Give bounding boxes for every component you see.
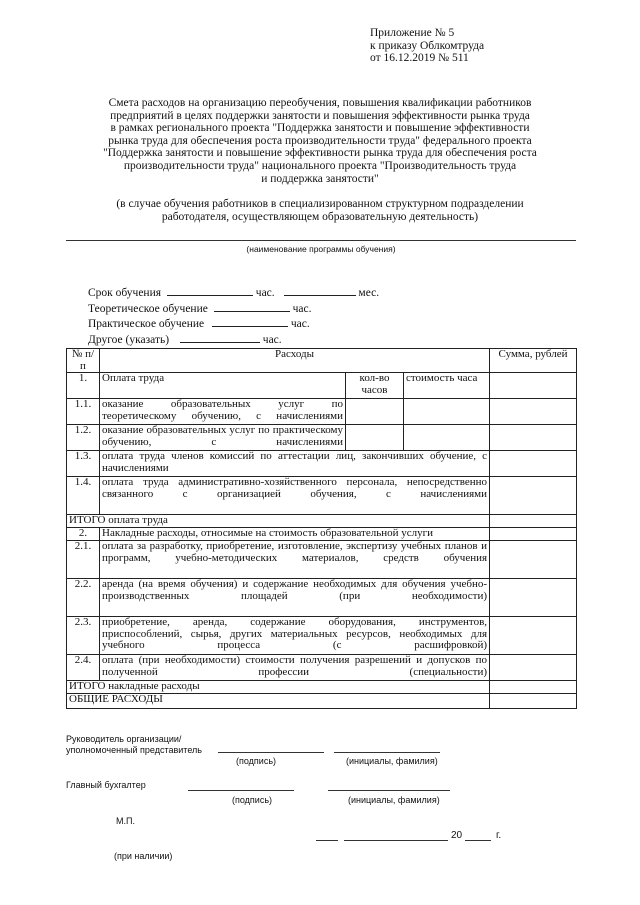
row-num: 1.4. <box>67 477 100 515</box>
initials-caption: (инициалы, фамилия) <box>348 795 440 805</box>
title-line: предприятий в целях поддержки занятости и повышения эффективности рынка труда <box>110 109 530 122</box>
row-text: Накладные расходы, относимые на стоимость образовательной услуги <box>100 528 490 541</box>
table-total-row <box>67 681 577 694</box>
header-sum: Сумма, рублей <box>490 349 577 373</box>
row-text: ОБЩИЕ РАСХОДЫ <box>67 694 490 709</box>
title-line: "Поддержка занятости и повышение эффективности рынка труда для обеспечения роста <box>103 147 537 160</box>
head-signature-field[interactable] <box>218 752 324 753</box>
annex-order: к приказу Облкомтруда <box>370 39 485 52</box>
signature-caption: (подпись) <box>236 756 277 766</box>
row-text: оплата (при необходимости) стоимости получения разрешений и допусков по полученной профессии (специальности) <box>100 655 490 681</box>
title-line: в рамках регионального проекта "Поддержка занятости и повышение эффективности <box>110 122 530 135</box>
row-text: ИТОГО оплата труда <box>67 515 490 528</box>
rate-cell[interactable] <box>404 399 490 425</box>
title-line: и поддержка занятости" <box>261 172 379 185</box>
other-hours-field[interactable] <box>180 332 260 343</box>
table-grand-total-row <box>67 694 577 709</box>
theory-label: Теоретическое обучение <box>88 302 208 315</box>
header-expenses: Расходы <box>100 349 490 373</box>
practice-label: Практическое обучение <box>88 318 205 330</box>
title-line: Смета расходов на организацию переобучения, повышения квалификации работников <box>108 97 532 109</box>
subtitle-line: (в случае обучения работников в специализированном структурном подразделении <box>116 198 524 210</box>
row-num: 2.1. <box>67 541 100 579</box>
stamp-note: (при наличии) <box>114 851 173 861</box>
sum-cell[interactable] <box>490 694 577 709</box>
sum-cell[interactable] <box>490 579 577 617</box>
table-row <box>67 655 577 681</box>
program-caption: (наименование программы обучения) <box>246 244 396 254</box>
sum-cell[interactable] <box>490 399 577 425</box>
day-field[interactable] <box>316 840 338 841</box>
year-suffix: г. <box>496 830 502 841</box>
head-title-line1: Руководитель организации/ <box>66 734 182 744</box>
training-terms <box>88 285 379 347</box>
row-text: ИТОГО накладные расходы <box>67 681 490 694</box>
other-label: Другое (указать) <box>88 333 170 346</box>
duration-months-field[interactable] <box>284 285 356 296</box>
table-total-row <box>67 515 577 528</box>
head-title-line2: уполномоченный представитель <box>66 745 202 755</box>
sum-cell[interactable] <box>490 541 577 579</box>
title-line: рынка труда для обеспечения роста производительности труда" федерального проекта <box>108 134 532 147</box>
table-row <box>67 477 577 515</box>
row-text: приобретение, аренда, содержание оборудования, инструментов, приспособлений, сырья, других материальных ресурсов, необходимых для учебного процесса (с расшифровкой) <box>100 617 490 655</box>
row-num: 2. <box>67 528 100 541</box>
hours-unit: час. <box>255 287 275 299</box>
sum-cell[interactable] <box>490 681 577 694</box>
row-text: оплата за разработку, приобретение, изготовление, экспертизу учебных планов и программ, учебно-методических материалов, средств обучения <box>100 541 490 579</box>
hours-unit: час. <box>262 333 282 346</box>
practice-row <box>88 316 379 332</box>
row-num: 1.1. <box>67 399 100 425</box>
signature-caption: (подпись) <box>232 795 273 805</box>
practice-hours-field[interactable] <box>212 316 288 327</box>
months-unit: мес. <box>358 287 380 299</box>
rate-cell[interactable] <box>404 425 490 451</box>
year-prefix: 20 <box>451 830 463 841</box>
document-subtitle <box>70 198 570 224</box>
row-text: аренда (на время обучения) и содержание необходимых для обучения учебно-производственных площадей (при необходимости) <box>100 579 490 617</box>
subtitle-line: работодателя, осуществляющем образовательную деятельность) <box>161 211 479 223</box>
accountant-label: Главный бухгалтер <box>66 780 146 790</box>
annex-number: Приложение № 5 <box>370 27 455 39</box>
row-text: оплата труда членов комиссий по аттестации лиц, закончивших обучение, с начислениями <box>100 451 490 477</box>
hours-unit: час. <box>292 302 312 315</box>
table-row <box>67 528 577 541</box>
sum-cell[interactable] <box>490 515 577 528</box>
expense-table <box>66 348 577 709</box>
row-num: 2.3. <box>67 617 100 655</box>
table-row <box>67 617 577 655</box>
duration-hours-field[interactable] <box>167 285 253 296</box>
qty-cell[interactable] <box>346 425 404 451</box>
title-line: производительности труда" национального проекта "Производительность труда <box>123 159 517 172</box>
row-text: Оплата труда <box>100 373 346 399</box>
annex-date: от 16.12.2019 № 511 <box>370 52 469 64</box>
header-rate: стоимость часа <box>404 373 490 399</box>
program-name-field[interactable] <box>66 240 576 241</box>
theory-hours-field[interactable] <box>214 301 290 312</box>
duration-label: Срок обучения <box>88 287 162 299</box>
table-header-row <box>67 349 577 373</box>
stamp-label: М.П. <box>116 816 135 826</box>
annex-header <box>370 27 484 65</box>
document-title <box>60 97 580 185</box>
year-field[interactable] <box>465 840 491 841</box>
duration-row <box>88 285 379 301</box>
table-row <box>67 399 577 425</box>
row-num: 1. <box>67 373 100 399</box>
hours-unit: час. <box>290 318 310 330</box>
row-text: оплата труда административно-хозяйственного персонала, непосредственно связанного с организацией обучения, с начислениями <box>100 477 490 515</box>
sum-cell[interactable] <box>490 617 577 655</box>
head-initials-field[interactable] <box>334 752 440 753</box>
initials-caption: (инициалы, фамилия) <box>346 756 438 766</box>
sum-cell[interactable] <box>490 477 577 515</box>
table-row <box>67 373 577 399</box>
row-num: 2.4. <box>67 655 100 681</box>
sum-cell[interactable] <box>490 528 577 541</box>
month-field[interactable] <box>344 840 448 841</box>
sum-cell[interactable] <box>490 451 577 477</box>
table-row <box>67 451 577 477</box>
table-row <box>67 579 577 617</box>
row-text: оказание образовательных услуг по теоретическому обучению, с начислениями <box>100 399 346 425</box>
accountant-signature-field[interactable] <box>188 790 294 791</box>
row-num: 2.2. <box>67 579 100 617</box>
header-qty: кол-во часов <box>346 373 404 399</box>
header-num: № п/п <box>67 349 100 373</box>
table-row <box>67 425 577 451</box>
table-row <box>67 541 577 579</box>
sum-cell[interactable] <box>490 425 577 451</box>
row-text: оказание образовательных услуг по практическому обучению, с начислениями <box>100 425 346 451</box>
row-num: 1.3. <box>67 451 100 477</box>
sum-cell[interactable] <box>490 655 577 681</box>
other-row <box>88 332 379 348</box>
row-num: 1.2. <box>67 425 100 451</box>
sum-cell[interactable] <box>490 373 577 399</box>
accountant-initials-field[interactable] <box>328 790 450 791</box>
qty-cell[interactable] <box>346 399 404 425</box>
theory-row <box>88 301 379 317</box>
